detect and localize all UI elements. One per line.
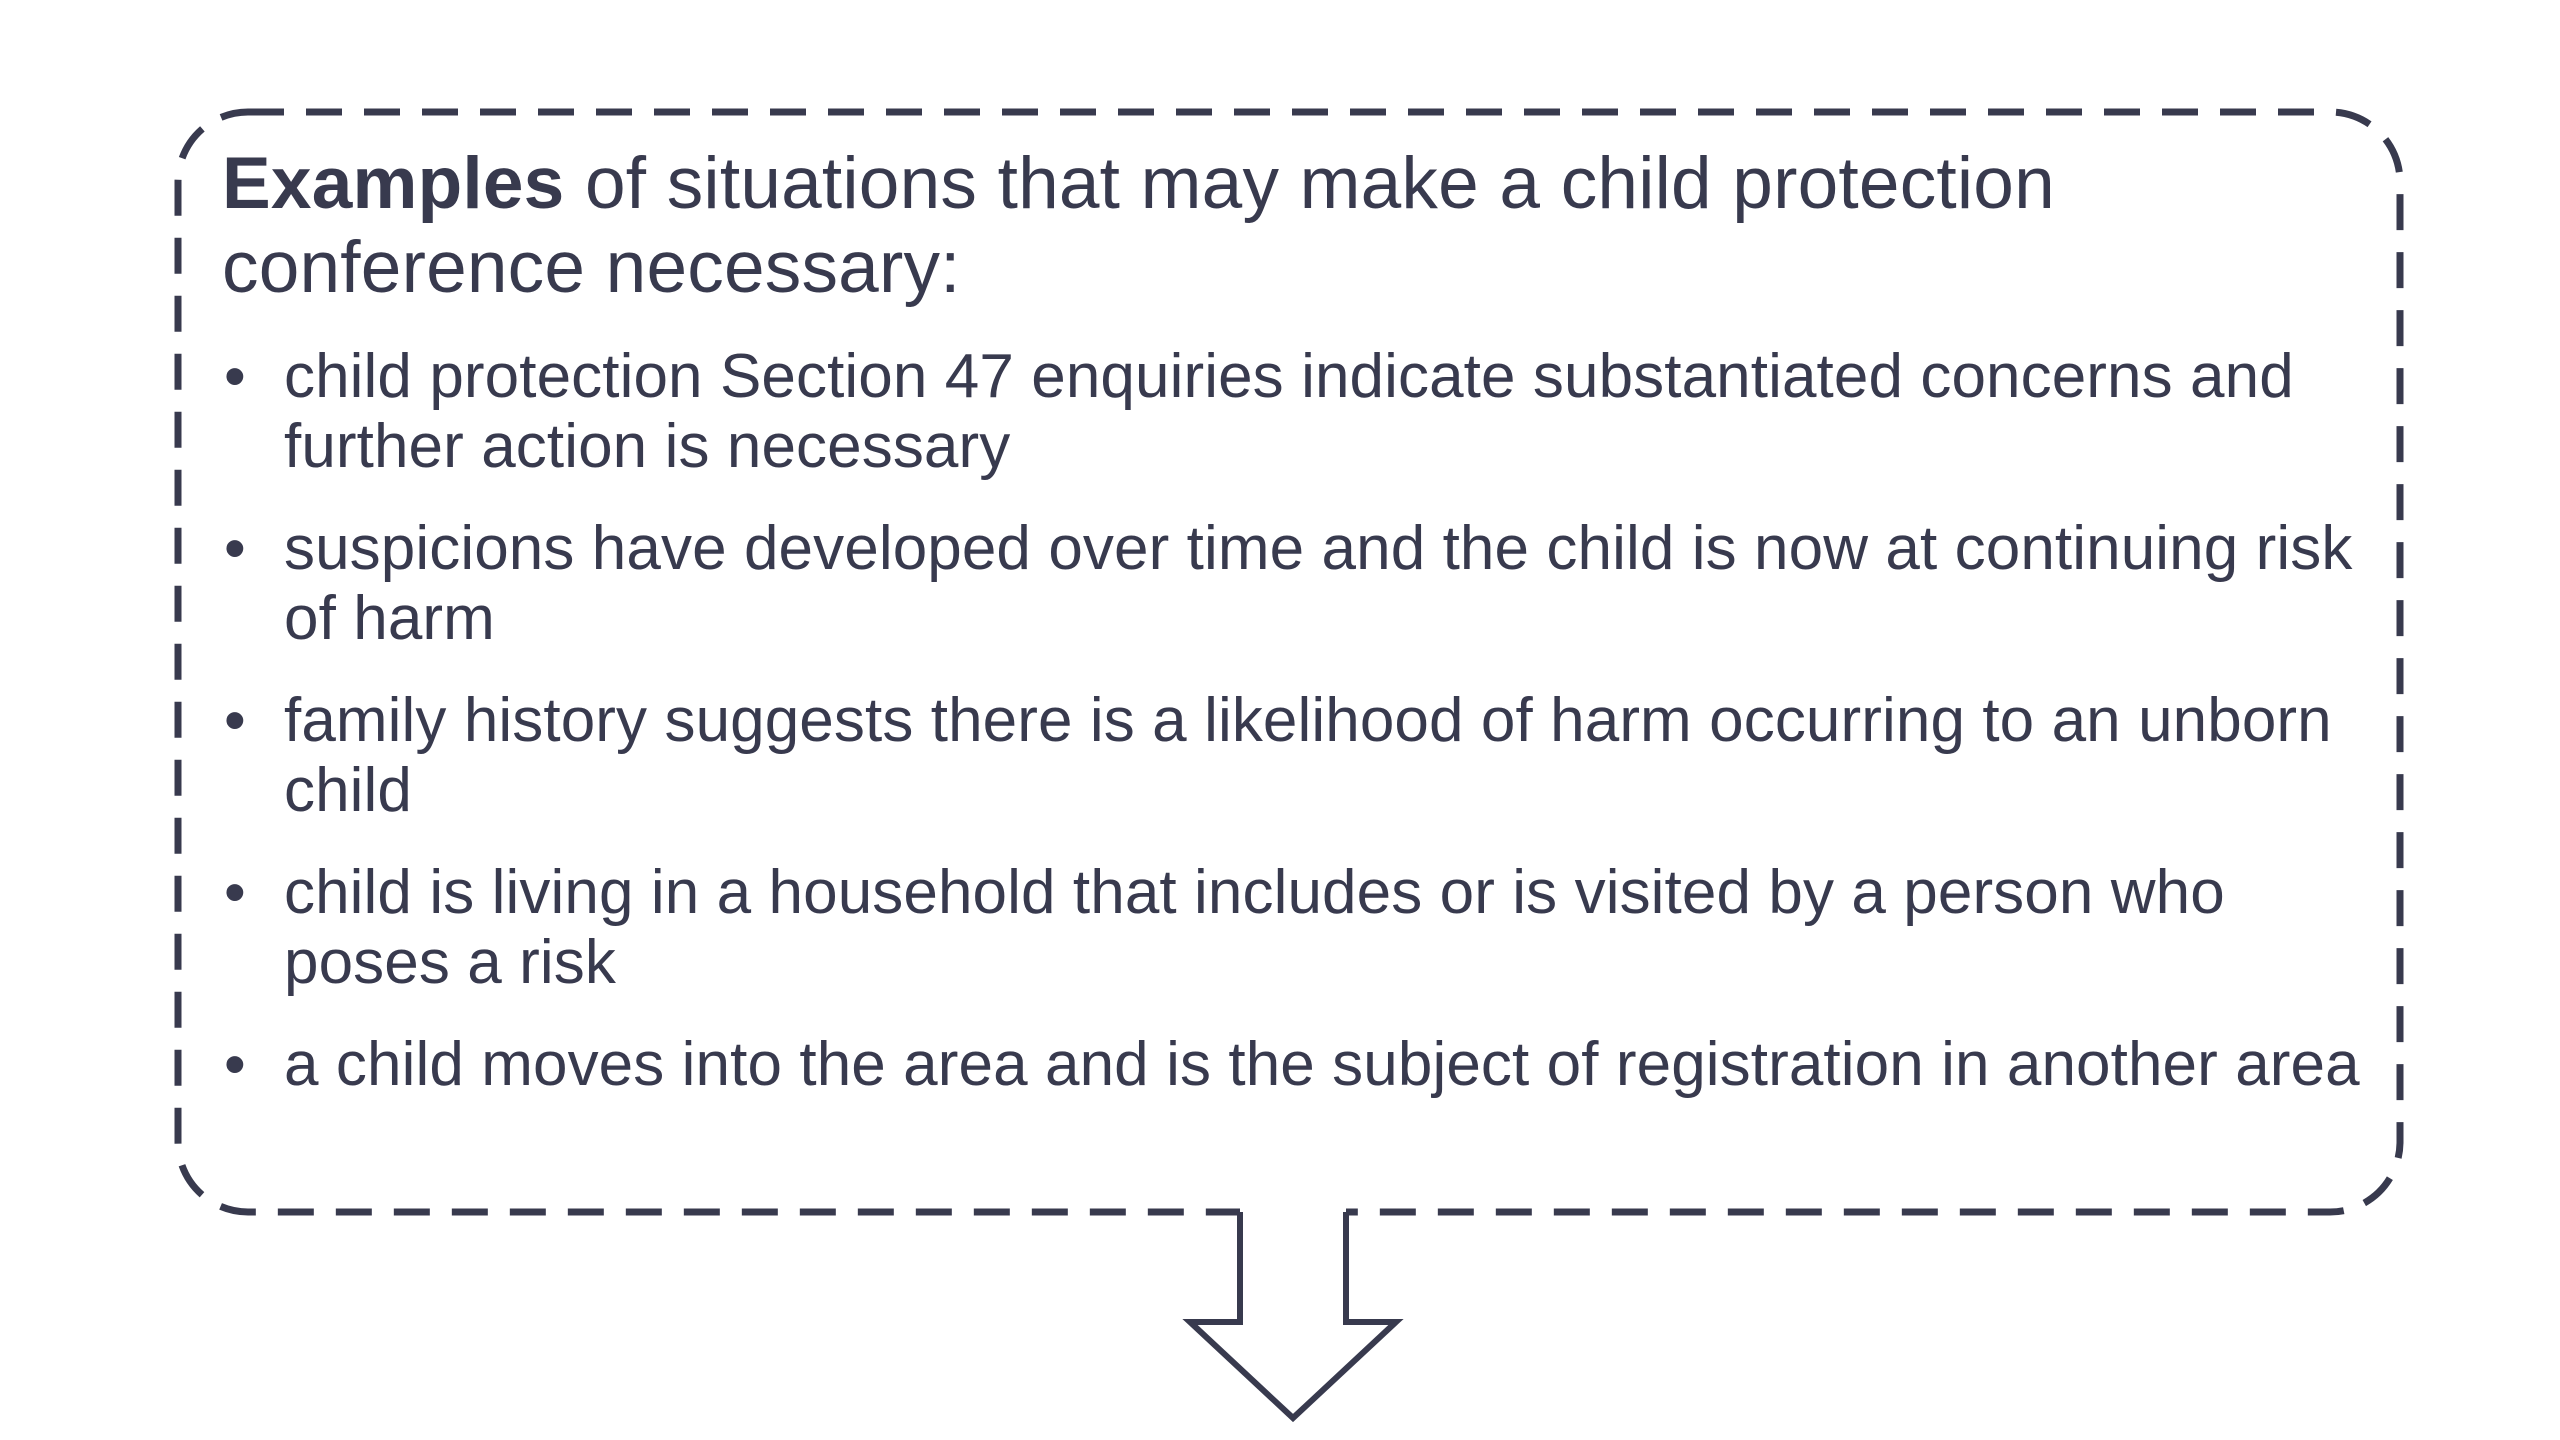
list-item — [222, 686, 2362, 826]
down-arrow-icon — [1190, 1212, 1396, 1418]
list-item-text: child is living in a household that includes or is visited by a person who poses a risk — [284, 858, 2225, 997]
list-item — [222, 514, 2362, 654]
bullet-icon: • — [224, 514, 246, 583]
callout-heading — [222, 142, 2362, 310]
list-item-text: a child moves into the area and is the subject of registration in another area — [284, 1030, 2360, 1099]
list-item — [222, 342, 2362, 482]
list-item-text: child protection Section 47 enquiries indicate substantiated concerns and further action is necessary — [284, 342, 2294, 481]
bullet-icon: • — [224, 342, 246, 411]
bullet-icon: • — [224, 1030, 246, 1099]
list-item — [222, 858, 2362, 998]
bullet-icon: • — [224, 858, 246, 927]
heading-text: of situations that may make a child protection conference necessary: — [222, 143, 2055, 308]
list-item — [222, 1030, 2362, 1100]
list-item-text: family history suggests there is a likelihood of harm occurring to an unborn child — [284, 686, 2332, 825]
bullet-icon: • — [224, 686, 246, 755]
examples-list — [222, 342, 2362, 1100]
list-item-text: suspicions have developed over time and the child is now at continuing risk of harm — [284, 514, 2353, 653]
callout-content — [222, 142, 2362, 1132]
heading-bold-word: Examples — [222, 143, 565, 224]
